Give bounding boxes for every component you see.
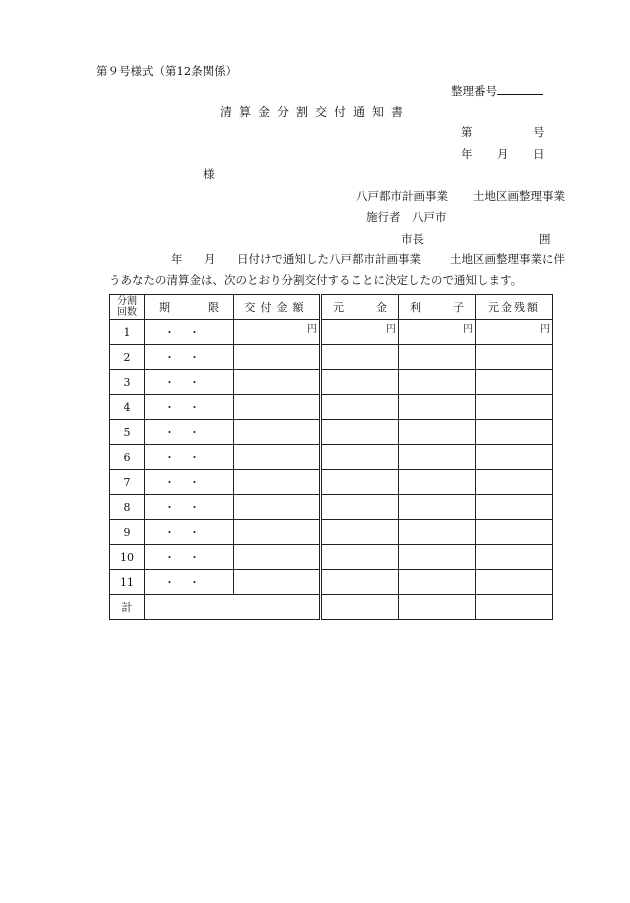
form-code: 第９号様式（第12条関係） bbox=[96, 64, 238, 78]
seiri-number-field bbox=[451, 83, 543, 99]
kigen-cell: ・・ bbox=[145, 570, 234, 595]
body-month: 月 bbox=[204, 252, 216, 266]
gankin-cell bbox=[321, 470, 399, 495]
zangaku-cell bbox=[476, 545, 553, 570]
kofu-cell bbox=[234, 495, 321, 520]
header-kigen-b: 限 bbox=[208, 301, 219, 314]
rishi-cell bbox=[399, 570, 476, 595]
kigen-cell: ・・ bbox=[145, 545, 234, 570]
zangaku-cell bbox=[476, 470, 553, 495]
zangaku-cell bbox=[476, 445, 553, 470]
gankin-cell bbox=[321, 570, 399, 595]
table-row bbox=[110, 420, 553, 445]
table-row bbox=[110, 545, 553, 570]
project-name: 八戸都市計画事業 bbox=[356, 189, 448, 203]
rishi-cell bbox=[399, 545, 476, 570]
body-text-line2: うあなたの清算金は、次のとおり分割交付することに決定したので通知します。 bbox=[109, 273, 523, 287]
rishi-cell bbox=[399, 470, 476, 495]
rishi-cell bbox=[399, 495, 476, 520]
table-row bbox=[110, 470, 553, 495]
header-zangaku: 元金残額 bbox=[476, 295, 553, 320]
kofu-cell bbox=[234, 545, 321, 570]
row-number: 9 bbox=[110, 520, 145, 545]
header-kofu: 交付金額 bbox=[234, 295, 321, 320]
body-text-part1: 日付けで通知した八戸都市計画事業 bbox=[237, 252, 421, 266]
kigen-cell: ・・ bbox=[145, 470, 234, 495]
gankin-cell bbox=[321, 370, 399, 395]
row-number: 11 bbox=[110, 570, 145, 595]
total-gankin-cell bbox=[321, 595, 399, 620]
header-rishi bbox=[399, 295, 476, 320]
date-year-label: 年 bbox=[461, 147, 473, 161]
table-row bbox=[110, 445, 553, 470]
row-number: 8 bbox=[110, 495, 145, 520]
rishi-cell bbox=[399, 370, 476, 395]
total-zangaku-cell bbox=[476, 595, 553, 620]
row-number: 10 bbox=[110, 545, 145, 570]
rishi-cell: 円 bbox=[399, 320, 476, 345]
date-day-label: 日 bbox=[533, 147, 545, 161]
header-rishi-a: 利 bbox=[410, 301, 421, 314]
gankin-cell bbox=[321, 395, 399, 420]
table-row bbox=[110, 345, 553, 370]
total-rishi-cell bbox=[399, 595, 476, 620]
gankin-cell bbox=[321, 495, 399, 520]
seiri-blank bbox=[497, 84, 543, 95]
zangaku-cell bbox=[476, 345, 553, 370]
seiri-label: 整理番号 bbox=[451, 84, 497, 98]
addressee-sama: 様 bbox=[203, 167, 215, 181]
header-gankin bbox=[321, 295, 399, 320]
document-title: 清算金分割交付通知書 bbox=[219, 105, 410, 119]
gankin-cell bbox=[321, 420, 399, 445]
body-year: 年 bbox=[171, 252, 183, 266]
table-row bbox=[110, 570, 553, 595]
kigen-cell: ・・ bbox=[145, 495, 234, 520]
row-number: 1 bbox=[110, 320, 145, 345]
header-gankin-a: 元 bbox=[333, 301, 344, 314]
go-label: 号 bbox=[533, 125, 545, 139]
kigen-cell: ・・ bbox=[145, 345, 234, 370]
header-bunkatsu bbox=[110, 295, 145, 320]
row-number: 5 bbox=[110, 420, 145, 445]
zangaku-cell: 円 bbox=[476, 320, 553, 345]
gankin-cell bbox=[321, 445, 399, 470]
total-row bbox=[110, 595, 553, 620]
kofu-cell bbox=[234, 570, 321, 595]
body-text-part2: 土地区画整理事業に伴 bbox=[450, 252, 565, 266]
header-gankin-b: 金 bbox=[376, 301, 387, 314]
row-number: 7 bbox=[110, 470, 145, 495]
kofu-cell: 円 bbox=[234, 320, 321, 345]
kigen-cell: ・・ bbox=[145, 445, 234, 470]
kigen-cell: ・・ bbox=[145, 420, 234, 445]
row-number: 2 bbox=[110, 345, 145, 370]
project-type: 土地区画整理事業 bbox=[473, 189, 565, 203]
table-row bbox=[110, 520, 553, 545]
kigen-cell: ・・ bbox=[145, 320, 234, 345]
table-header-row bbox=[110, 295, 553, 320]
kofu-cell bbox=[234, 520, 321, 545]
rishi-cell bbox=[399, 445, 476, 470]
total-label: 計 bbox=[110, 595, 145, 620]
kigen-cell: ・・ bbox=[145, 370, 234, 395]
rishi-cell bbox=[399, 345, 476, 370]
executor: 施行者 八戸市 bbox=[366, 210, 447, 224]
dai-label: 第 bbox=[461, 125, 473, 139]
rishi-cell bbox=[399, 395, 476, 420]
table-row bbox=[110, 495, 553, 520]
installment-table bbox=[109, 294, 553, 620]
header-bunkatsu-1: 分割 bbox=[117, 296, 137, 307]
header-kigen bbox=[145, 295, 234, 320]
kofu-cell bbox=[234, 445, 321, 470]
zangaku-cell bbox=[476, 370, 553, 395]
seal-mark: 囲 bbox=[539, 232, 551, 246]
kofu-cell bbox=[234, 370, 321, 395]
header-bunkatsu-2: 回数 bbox=[117, 307, 137, 318]
header-kigen-a: 期 bbox=[159, 301, 170, 314]
table-row bbox=[110, 370, 553, 395]
zangaku-cell bbox=[476, 495, 553, 520]
date-month-label: 月 bbox=[497, 147, 509, 161]
row-number: 6 bbox=[110, 445, 145, 470]
table-row bbox=[110, 395, 553, 420]
gankin-cell bbox=[321, 345, 399, 370]
row-number: 4 bbox=[110, 395, 145, 420]
kofu-cell bbox=[234, 420, 321, 445]
kofu-cell bbox=[234, 345, 321, 370]
gankin-cell bbox=[321, 520, 399, 545]
rishi-cell bbox=[399, 520, 476, 545]
header-rishi-b: 子 bbox=[453, 301, 464, 314]
zangaku-cell bbox=[476, 420, 553, 445]
kigen-cell: ・・ bbox=[145, 395, 234, 420]
rishi-cell bbox=[399, 420, 476, 445]
row-number: 3 bbox=[110, 370, 145, 395]
total-kofu-cell bbox=[145, 595, 321, 620]
kofu-cell bbox=[234, 395, 321, 420]
kofu-cell bbox=[234, 470, 321, 495]
table-row bbox=[110, 320, 553, 345]
zangaku-cell bbox=[476, 395, 553, 420]
kigen-cell: ・・ bbox=[145, 520, 234, 545]
zangaku-cell bbox=[476, 570, 553, 595]
zangaku-cell bbox=[476, 520, 553, 545]
mayor-label: 市長 bbox=[401, 232, 424, 246]
gankin-cell: 円 bbox=[321, 320, 399, 345]
gankin-cell bbox=[321, 545, 399, 570]
